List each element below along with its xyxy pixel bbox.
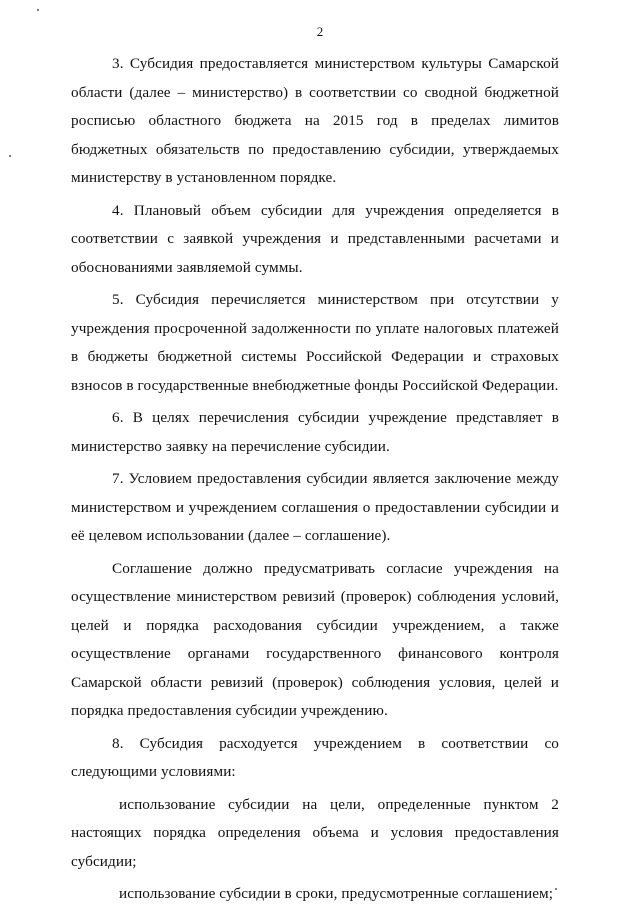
paragraph-6: 6. В целях перечисления субсидии учреждение представляет в министерство заявку на перечисление субсидии.	[71, 409, 559, 455]
paragraph-3: 3. Субсидия предоставляется министерством культуры Самарской области (далее – министерство) в соответствии со сводной бюджетной росписью областного бюджета на 2015 год в пределах лимитов бюджетных обязательств по предоставлению субсидии, утверждаемых министерству в установленном порядке.	[71, 55, 559, 186]
scan-speck	[37, 9, 39, 11]
document-body	[71, 50, 559, 909]
paragraph-7: 7. Условием предоставления субсидии является заключение между министерством и учреждением соглашения о предоставлении субсидии и её целевом использовании (далее – соглашение).	[71, 470, 559, 544]
paragraph-4: 4. Плановый объем субсидии для учреждения определяется в соответствии с заявкой учреждения и представленными расчетами и обоснованиями заявляемой суммы.	[71, 201, 559, 276]
scan-speck	[9, 155, 11, 157]
paragraph-5: 5. Субсидия перечисляется министерством при отсутствии у учреждения просроченной задолженности по уплате налоговых платежей в бюджеты бюджетной системы Российской Федерации и страховых взносов в государственные внебюджетные фонды Российской Федерации.	[71, 291, 559, 394]
scan-speck	[555, 888, 557, 890]
condition-purpose: использование субсидии на цели, определенные пунктом 2 настоящих порядка определения объема и условия предоставления субсидии;	[71, 795, 559, 870]
condition-terms: использование субсидии в сроки, предусмотренные соглашением;	[119, 885, 554, 902]
paragraph-8: 8. Субсидия расходуется учреждением в соответствии со следующими условиями:	[71, 734, 559, 780]
page-number: 2	[316, 24, 324, 39]
paragraph-agreement: Соглашение должно предусматривать согласие учреждения на осуществление министерством ревизий (проверок) соблюдения условий, целей и порядка расходования субсидии учреждением, а также осуществление органами государственного финансового контроля Самарской области ревизий (проверок) соблюдения условия, целей и порядка предоставления субсидии учреждению.	[71, 559, 559, 719]
